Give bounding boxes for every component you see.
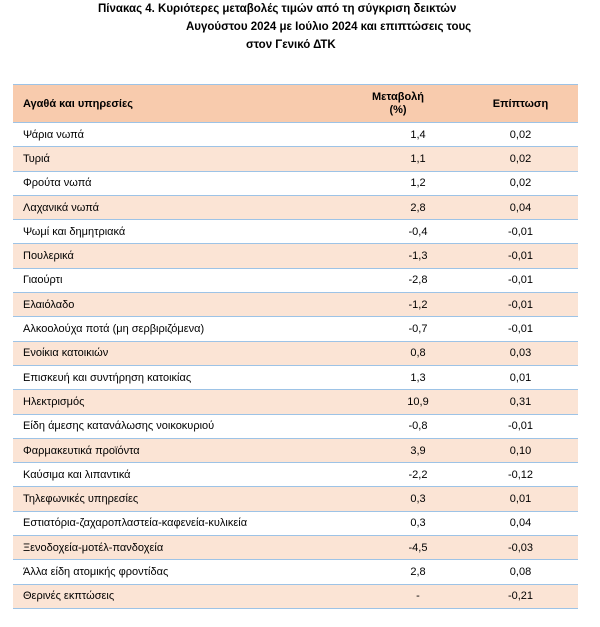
row-impact: -0,03 (463, 536, 578, 560)
row-impact: -0,12 (463, 463, 578, 487)
row-name: Λαχανικά νωπά (13, 195, 333, 219)
row-impact: -0,01 (463, 244, 578, 268)
row-change: 0,8 (333, 341, 463, 365)
row-change: 2,8 (333, 560, 463, 584)
row-impact: 0,02 (463, 171, 578, 195)
row-name: Ελαιόλαδο (13, 293, 333, 317)
table-row (13, 536, 578, 560)
row-impact: -0,21 (463, 584, 578, 608)
row-name: Ξενοδοχεία-μοτέλ-πανδοχεία (13, 536, 333, 560)
row-change: 1,3 (333, 365, 463, 389)
row-name: Αλκοολούχα ποτά (μη σερβιριζόμενα) (13, 317, 333, 341)
row-name: Ενοίκια κατοικιών (13, 341, 333, 365)
row-name: Γιαούρτι (13, 268, 333, 292)
row-name: Εστιατόρια-ζαχαροπλαστεία-καφενεία-κυλικεία (13, 511, 333, 535)
header-change (333, 85, 463, 123)
row-name: Τηλεφωνικές υπηρεσίες (13, 487, 333, 511)
row-name: Άλλα είδη ατομικής φροντίδας (13, 560, 333, 584)
title-line-1: Πίνακας 4. Κυριότερες μεταβολές τιμών από τη σύγκριση δεικτών (98, 3, 457, 15)
row-impact: 0,01 (463, 365, 578, 389)
row-name: Είδη άμεσης κατανάλωσης νοικοκυριού (13, 414, 333, 438)
row-change: 10,9 (333, 390, 463, 414)
title-line-3: στον Γενικό ΔΤΚ (246, 39, 336, 51)
row-impact: 0,08 (463, 560, 578, 584)
row-change: -0,7 (333, 317, 463, 341)
title-line-2: Αυγούστου 2024 με Ιούλιο 2024 και επιπτώσεις τους (186, 21, 472, 33)
row-change: -0,8 (333, 414, 463, 438)
table-row (13, 414, 578, 438)
row-change: -4,5 (333, 536, 463, 560)
table-row (13, 147, 578, 171)
row-impact: -0,01 (463, 317, 578, 341)
row-name: Φρούτα νωπά (13, 171, 333, 195)
row-impact: 0,01 (463, 487, 578, 511)
table-row (13, 438, 578, 462)
row-change: 2,8 (333, 195, 463, 219)
row-impact: 0,10 (463, 438, 578, 462)
table-row (13, 195, 578, 219)
table-row (13, 293, 578, 317)
row-change: -1,3 (333, 244, 463, 268)
row-name: Καύσιμα και λιπαντικά (13, 463, 333, 487)
row-impact: 0,02 (463, 147, 578, 171)
row-impact: 0,03 (463, 341, 578, 365)
row-change: -0,4 (333, 220, 463, 244)
row-impact: 0,02 (463, 123, 578, 147)
row-impact: 0,31 (463, 390, 578, 414)
table-row (13, 317, 578, 341)
row-change: -1,2 (333, 293, 463, 317)
table-row (13, 244, 578, 268)
table-row (13, 171, 578, 195)
header-change-line-1: Μεταβολή (371, 90, 425, 103)
table-row (13, 390, 578, 414)
table-row (13, 584, 578, 608)
row-change: 1,1 (333, 147, 463, 171)
row-name: Θερινές εκπτώσεις (13, 584, 333, 608)
table-row (13, 123, 578, 147)
row-name: Τυριά (13, 147, 333, 171)
row-impact: 0,04 (463, 195, 578, 219)
row-impact: -0,01 (463, 220, 578, 244)
row-change: -2,2 (333, 463, 463, 487)
row-impact: -0,01 (463, 293, 578, 317)
row-change: 1,4 (333, 123, 463, 147)
row-impact: -0,01 (463, 414, 578, 438)
header-goods-services: Αγαθά και υπηρεσίες (13, 85, 333, 123)
price-changes-table (13, 84, 578, 609)
table-row (13, 341, 578, 365)
table-row (13, 487, 578, 511)
header-impact: Επίπτωση (463, 85, 578, 123)
header-change-line-2: (%) (389, 103, 407, 116)
row-impact: -0,01 (463, 268, 578, 292)
row-change: 0,3 (333, 511, 463, 535)
table-header (13, 85, 578, 123)
header-row (13, 85, 578, 123)
row-change: - (333, 584, 463, 608)
row-name: Επισκευή και συντήρηση κατοικίας (13, 365, 333, 389)
row-change: -2,8 (333, 268, 463, 292)
row-name: Πουλερικά (13, 244, 333, 268)
table-row (13, 463, 578, 487)
table-body (13, 123, 578, 609)
table-row (13, 511, 578, 535)
row-change: 0,3 (333, 487, 463, 511)
row-name: Ψάρια νωπά (13, 123, 333, 147)
table-row (13, 220, 578, 244)
table-row (13, 268, 578, 292)
row-impact: 0,04 (463, 511, 578, 535)
table-row (13, 365, 578, 389)
table-row (13, 560, 578, 584)
row-name: Φαρμακευτικά προϊόντα (13, 438, 333, 462)
row-change: 1,2 (333, 171, 463, 195)
row-change: 3,9 (333, 438, 463, 462)
row-name: Ηλεκτρισμός (13, 390, 333, 414)
row-name: Ψωμί και δημητριακά (13, 220, 333, 244)
